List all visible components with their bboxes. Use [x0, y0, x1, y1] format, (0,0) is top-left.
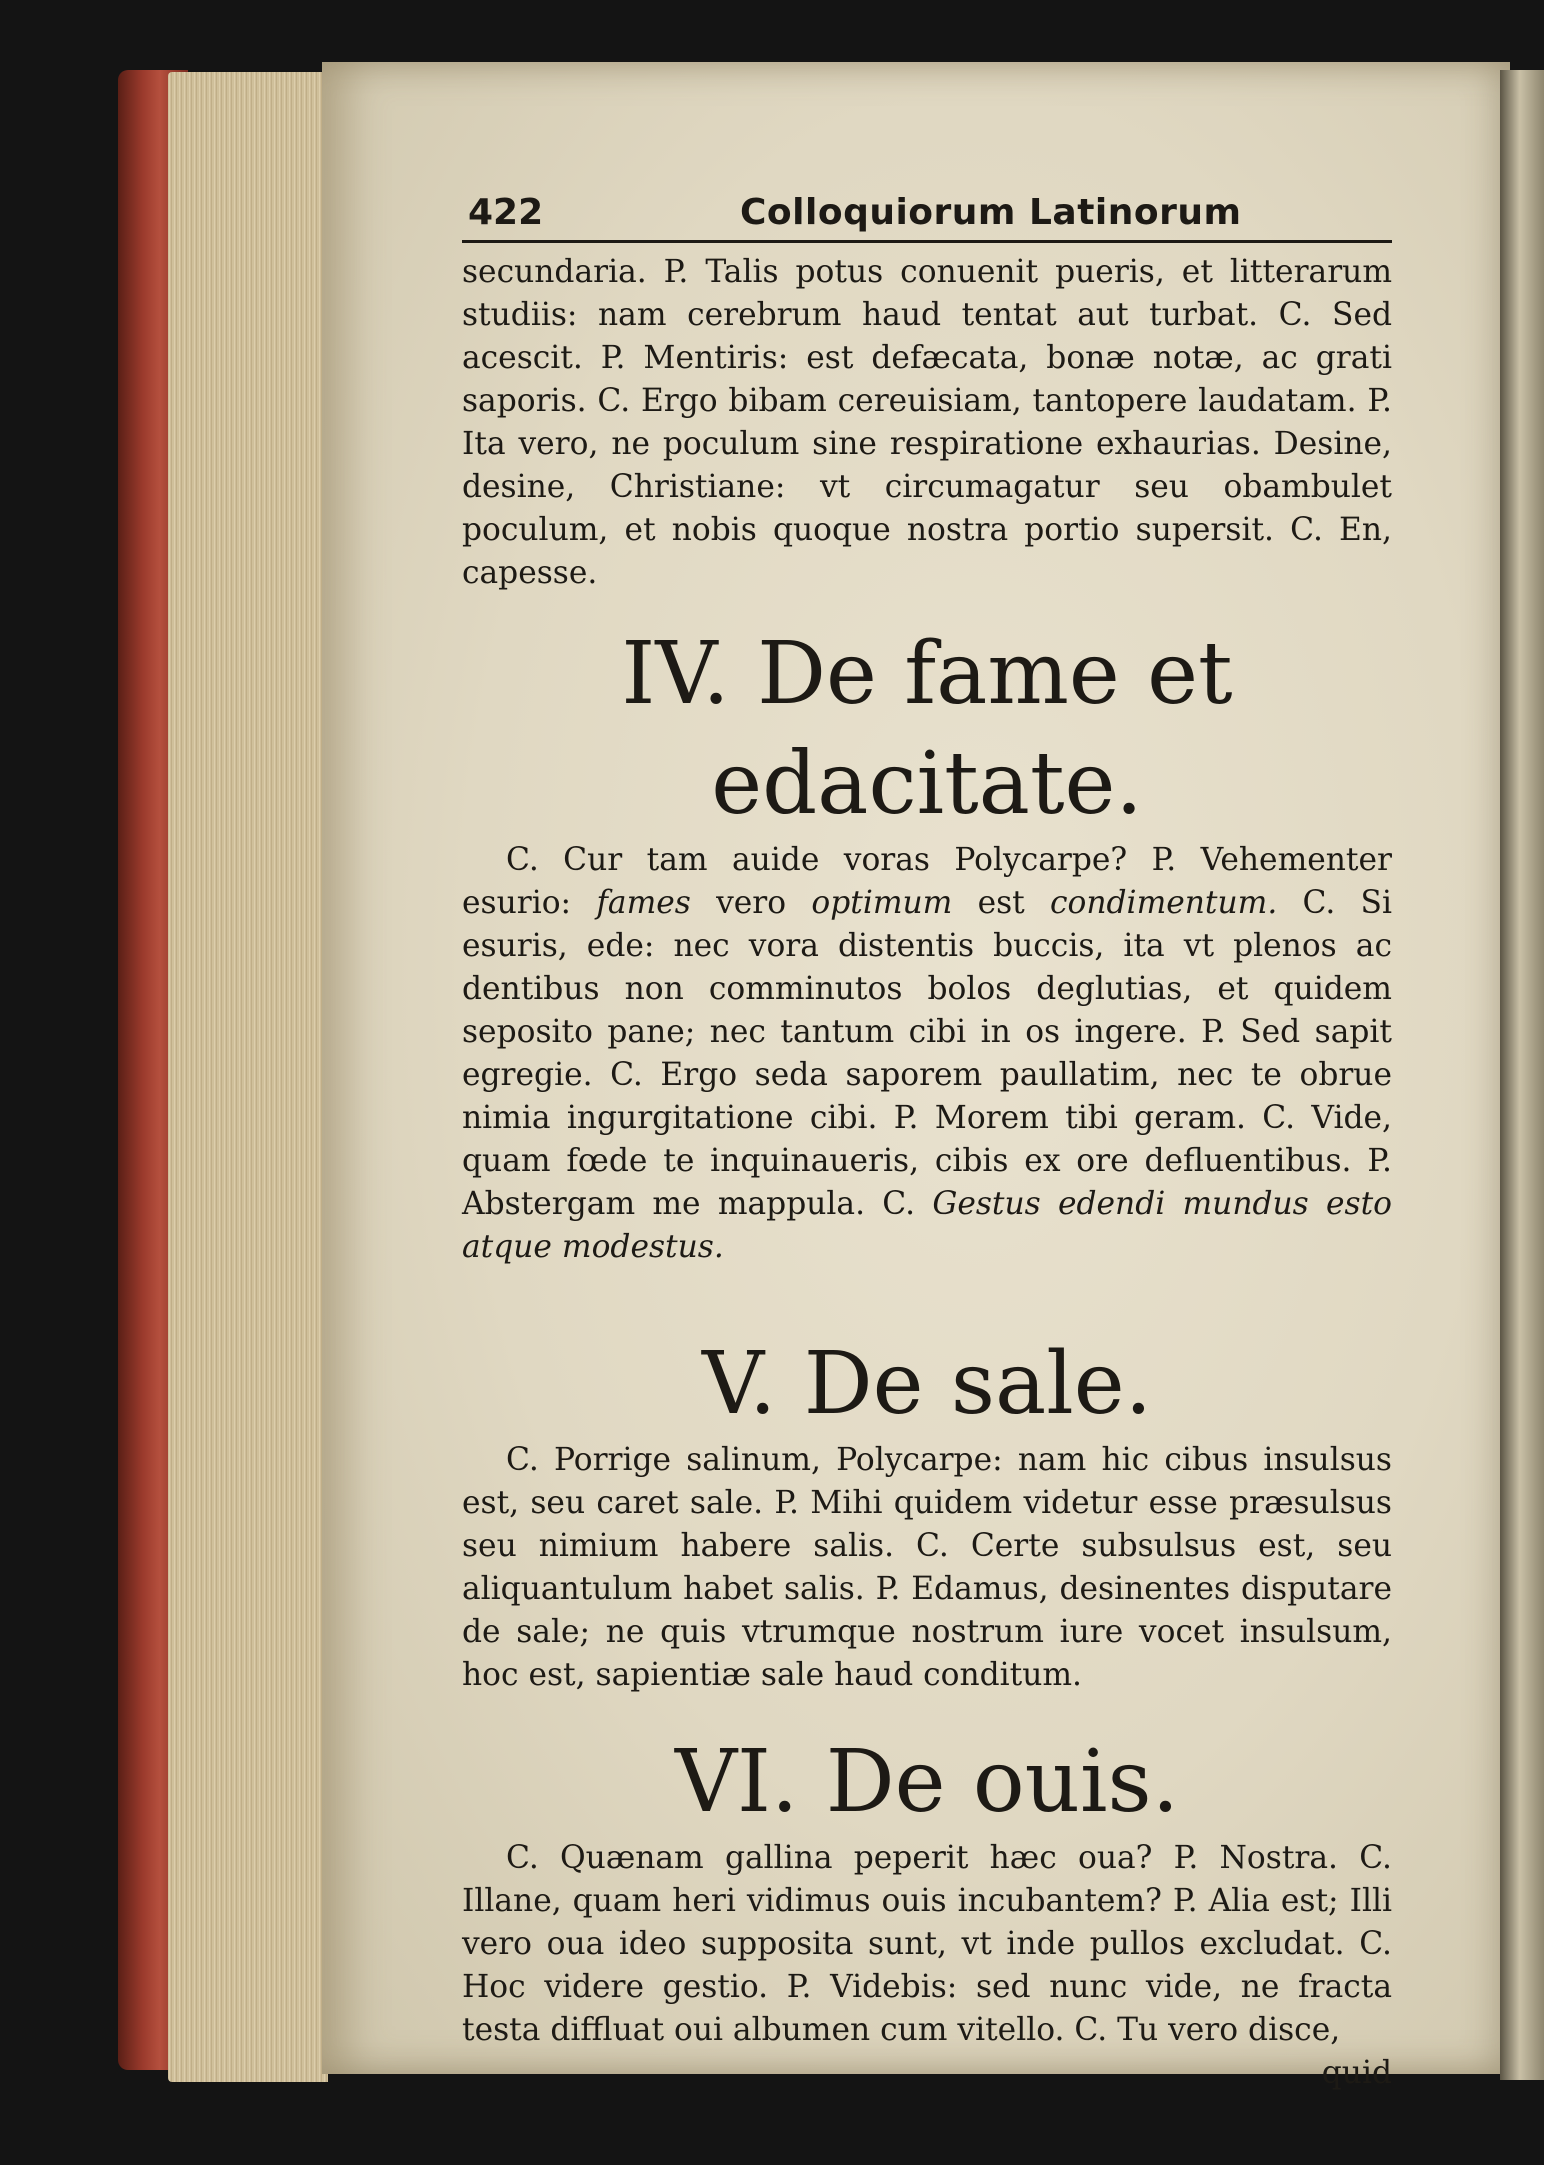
section-v-paragraph: C. Porrige salinum, Polycarpe: nam hic cibus insulsus est, seu caret sale. P. Mihi quidem videtur esse præsulsus seu nimium habere salis. C. Certe subsulsus est, seu aliquantulum habet salis. P. Edamus, desinentes disputare de sale; ne quis vtrumque nostrum iure vocet insulsum, hoc est, sapientiæ sale haud conditum.	[462, 1442, 1392, 1693]
italic-term: fames	[596, 885, 691, 921]
page-edges	[168, 72, 328, 2082]
italic-term: condimentum.	[1050, 885, 1278, 921]
text-segment: est	[952, 885, 1050, 921]
intro-paragraph: secundaria. P. Talis potus conuenit pueris, et litterarum studiis: nam cerebrum haud tentat aut turbat. C. Sed acescit. P. Mentiris: est defæcata, bonæ notæ, ac grati saporis. C. Ergo bibam cereuisiam, tantopere laudatam. P. Ita vero, ne poculum sine respiratione exhaurias. Desine, desine, Christiane: vt circumagatur seu obambulet poculum, et nobis quoque nostra portio supersit. C. En, capesse.	[462, 254, 1392, 591]
catchword: quid	[1321, 2055, 1392, 2091]
text-segment: C. Cur tam auide voras Polycarpe? P. Vehementer esurio:	[462, 842, 1392, 921]
section-heading-iv: IV. De fame et edacitate.	[621, 624, 1233, 834]
section-vi-paragraph: C. Quænam gallina peperit hæc oua? P. Nostra. C. Illane, quam heri vidimus ouis incubantem? P. Alia est; Illi vero oua ideo supposita sunt, vt inde pullos excludat. C. Hoc videre gestio. P. Videbis: sed nunc vide, ne fracta testa diffluat oui albumen cum vitello. C. Tu vero disce,	[462, 1840, 1392, 2048]
italic-maxim: Gestus edendi mundus esto atque modestus.	[462, 1186, 1393, 1265]
running-title: Colloquiorum Latinorum	[740, 192, 1242, 233]
section-iv-paragraph	[462, 839, 1392, 1269]
book-gutter	[1500, 70, 1544, 2080]
running-head	[462, 180, 1392, 243]
text-segment: C. Si esuris, ede: nec vora distentis buccis, ita vt plenos ac dentibus non comminutos bolos deglutias, et quidem seposito pane; nec tantum cibi in os ingere. P. Sed sapit egregie. C. Ergo seda saporem paullatim, nec te obrue nimia ingurgitatione cibi. P. Morem tibi geram. C. Vide, quam fœde te inquinaueris, cibis ex ore defluentibus. P. Abstergam me mappula. C.	[462, 885, 1393, 1222]
page-content	[462, 180, 1392, 2095]
page-number: 422	[468, 192, 544, 233]
section-heading-v: V. De sale.	[701, 1334, 1153, 1434]
italic-term: optimum	[811, 885, 953, 921]
section-heading-vi: VI. De ouis.	[674, 1732, 1180, 1832]
text-segment: vero	[690, 885, 812, 921]
